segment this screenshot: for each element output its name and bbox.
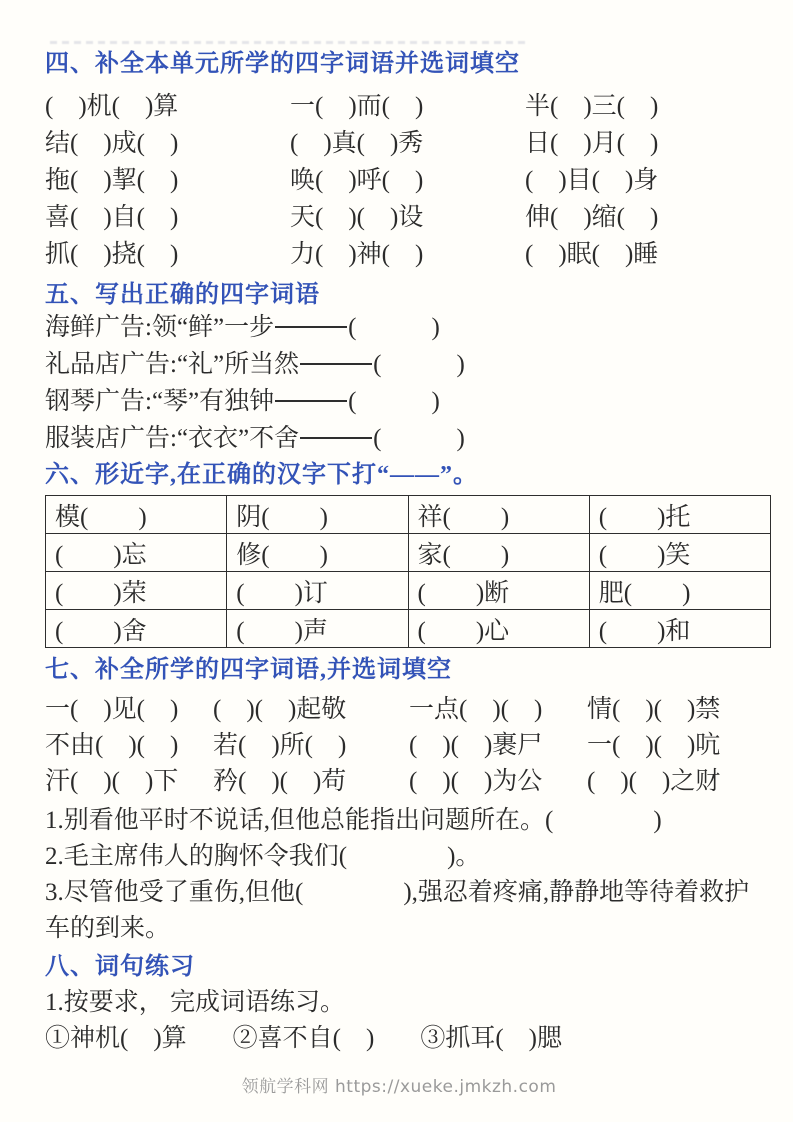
blank-phrase: 抓( )挠( ) (45, 241, 179, 268)
blank-phrase: 半( )三( ) (525, 93, 659, 120)
blank-phrase: ( )真( )秀 (290, 130, 424, 157)
cutoff-text-remnant (50, 41, 528, 44)
blank-phrase: ( )( )起敬 (213, 696, 347, 723)
section-four-heading: 四、补全本单元所学的四字词语并选词填空 (45, 51, 520, 77)
ad-line-text: 礼品店广告:“礼”所当然 (45, 351, 300, 378)
blank-phrase: ( )( )裹尸 (409, 732, 543, 759)
ad-line (45, 383, 753, 420)
exercise-instruction: 1.按要求， 完成词语练习。 (45, 989, 346, 1016)
blank-phrase: ( )机( )算 (45, 93, 179, 120)
answer-blank: ( ) (373, 425, 465, 452)
table-cell: ( )托 (589, 496, 770, 534)
section-four-grid (45, 88, 753, 273)
exercise-item: ③抓耳( )腮 (420, 1025, 562, 1052)
exercise-item: ①神机( )算 (45, 1025, 187, 1052)
section-five (45, 281, 753, 457)
table-cell: 肥( ) (589, 572, 770, 610)
section-seven-heading: 七、补全所学的四字词语,并选词填空 (45, 657, 452, 683)
table-cell: ( )订 (227, 572, 408, 610)
answer-dash (300, 437, 372, 439)
table-cell: ( )和 (589, 610, 770, 648)
table-row (46, 496, 771, 534)
similar-characters-table (45, 495, 771, 648)
answer-dash (275, 400, 347, 402)
table-row (46, 610, 771, 648)
section-eight (45, 953, 753, 1057)
fill-in-sentences (45, 803, 753, 947)
blank-phrase: 一点( )( ) (409, 696, 543, 723)
sentence-item: 3.尽管他受了重伤,但他( ),强忍着疼痛,静静地等待着救护车的到来。 (45, 879, 750, 942)
blank-phrase: 天( )( )设 (290, 204, 424, 231)
table-cell: ( )笑 (589, 534, 770, 572)
blank-phrase: 伸( )缩( ) (525, 204, 659, 231)
section-seven-grid (45, 692, 753, 800)
blank-phrase: 一( )见( ) (45, 696, 179, 723)
blank-phrase: 拖( )挈( ) (45, 167, 179, 194)
ad-line-text: 海鲜广告:领“鲜”一步 (45, 314, 275, 341)
answer-dash (275, 326, 347, 328)
sentence-item: 2.毛主席伟人的胸怀令我们( )。 (45, 843, 481, 870)
blank-phrase: 汗( )( )下 (45, 768, 179, 795)
blank-phrase: 力( )神( ) (290, 241, 424, 268)
exercise-item: ②喜不自( ) (232, 1025, 375, 1052)
ad-line (45, 346, 753, 383)
table-row (46, 534, 771, 572)
answer-blank: ( ) (348, 388, 440, 415)
table-row (46, 572, 771, 610)
table-cell: ( )断 (408, 572, 589, 610)
blank-phrase: 若( )所( ) (213, 732, 347, 759)
section-six-heading: 六、形近字,在正确的汉字下打“——”。 (45, 462, 478, 488)
table-cell: 修( ) (227, 534, 408, 572)
answer-dash (300, 363, 372, 365)
table-cell: ( )荣 (46, 572, 227, 610)
ad-line-text: 钢琴广告:“琴”有独钟 (45, 388, 275, 415)
blank-phrase: 唤( )呼( ) (290, 167, 424, 194)
table-cell: ( )心 (408, 610, 589, 648)
answer-blank: ( ) (348, 314, 440, 341)
blank-phrase: 喜( )自( ) (45, 204, 179, 231)
ad-line (45, 309, 753, 346)
table-cell: ( )忘 (46, 534, 227, 572)
ad-line (45, 420, 753, 457)
blank-phrase: ( )眠( )睡 (525, 241, 659, 268)
table-cell: 家( ) (408, 534, 589, 572)
section-seven (45, 656, 753, 947)
blank-phrase: 一( )( )吭 (587, 732, 721, 759)
table-cell: ( )声 (227, 610, 408, 648)
table-cell: 阴( ) (227, 496, 408, 534)
blank-phrase: 结( )成( ) (45, 130, 179, 157)
section-six (45, 461, 753, 648)
sentence-item: 1.别看他平时不说话,但他总能指出问题所在。( ) (45, 807, 662, 834)
table-cell: 模( ) (46, 496, 227, 534)
ad-line-text: 服装店广告:“衣衣”不舍 (45, 425, 300, 452)
blank-phrase: 一( )而( ) (290, 93, 424, 120)
answer-blank: ( ) (373, 351, 465, 378)
blank-phrase: ( )目( )身 (525, 167, 659, 194)
exercise-items (45, 1021, 753, 1057)
watermark-footer: 领航学科网 https://xueke.jmkzh.com (241, 1077, 557, 1097)
table-cell: ( )舍 (46, 610, 227, 648)
table-cell: 祥( ) (408, 496, 589, 534)
blank-phrase: ( )( )之财 (587, 768, 721, 795)
blank-phrase: 日( )月( ) (525, 130, 659, 157)
section-five-heading: 五、写出正确的四字词语 (45, 282, 320, 308)
blank-phrase: ( )( )为公 (409, 768, 543, 795)
blank-phrase: 不由( )( ) (45, 732, 179, 759)
section-four (45, 50, 753, 273)
section-eight-heading: 八、词句练习 (45, 954, 195, 980)
blank-phrase: 情( )( )禁 (587, 696, 721, 723)
blank-phrase: 矜( )( )苟 (213, 768, 347, 795)
